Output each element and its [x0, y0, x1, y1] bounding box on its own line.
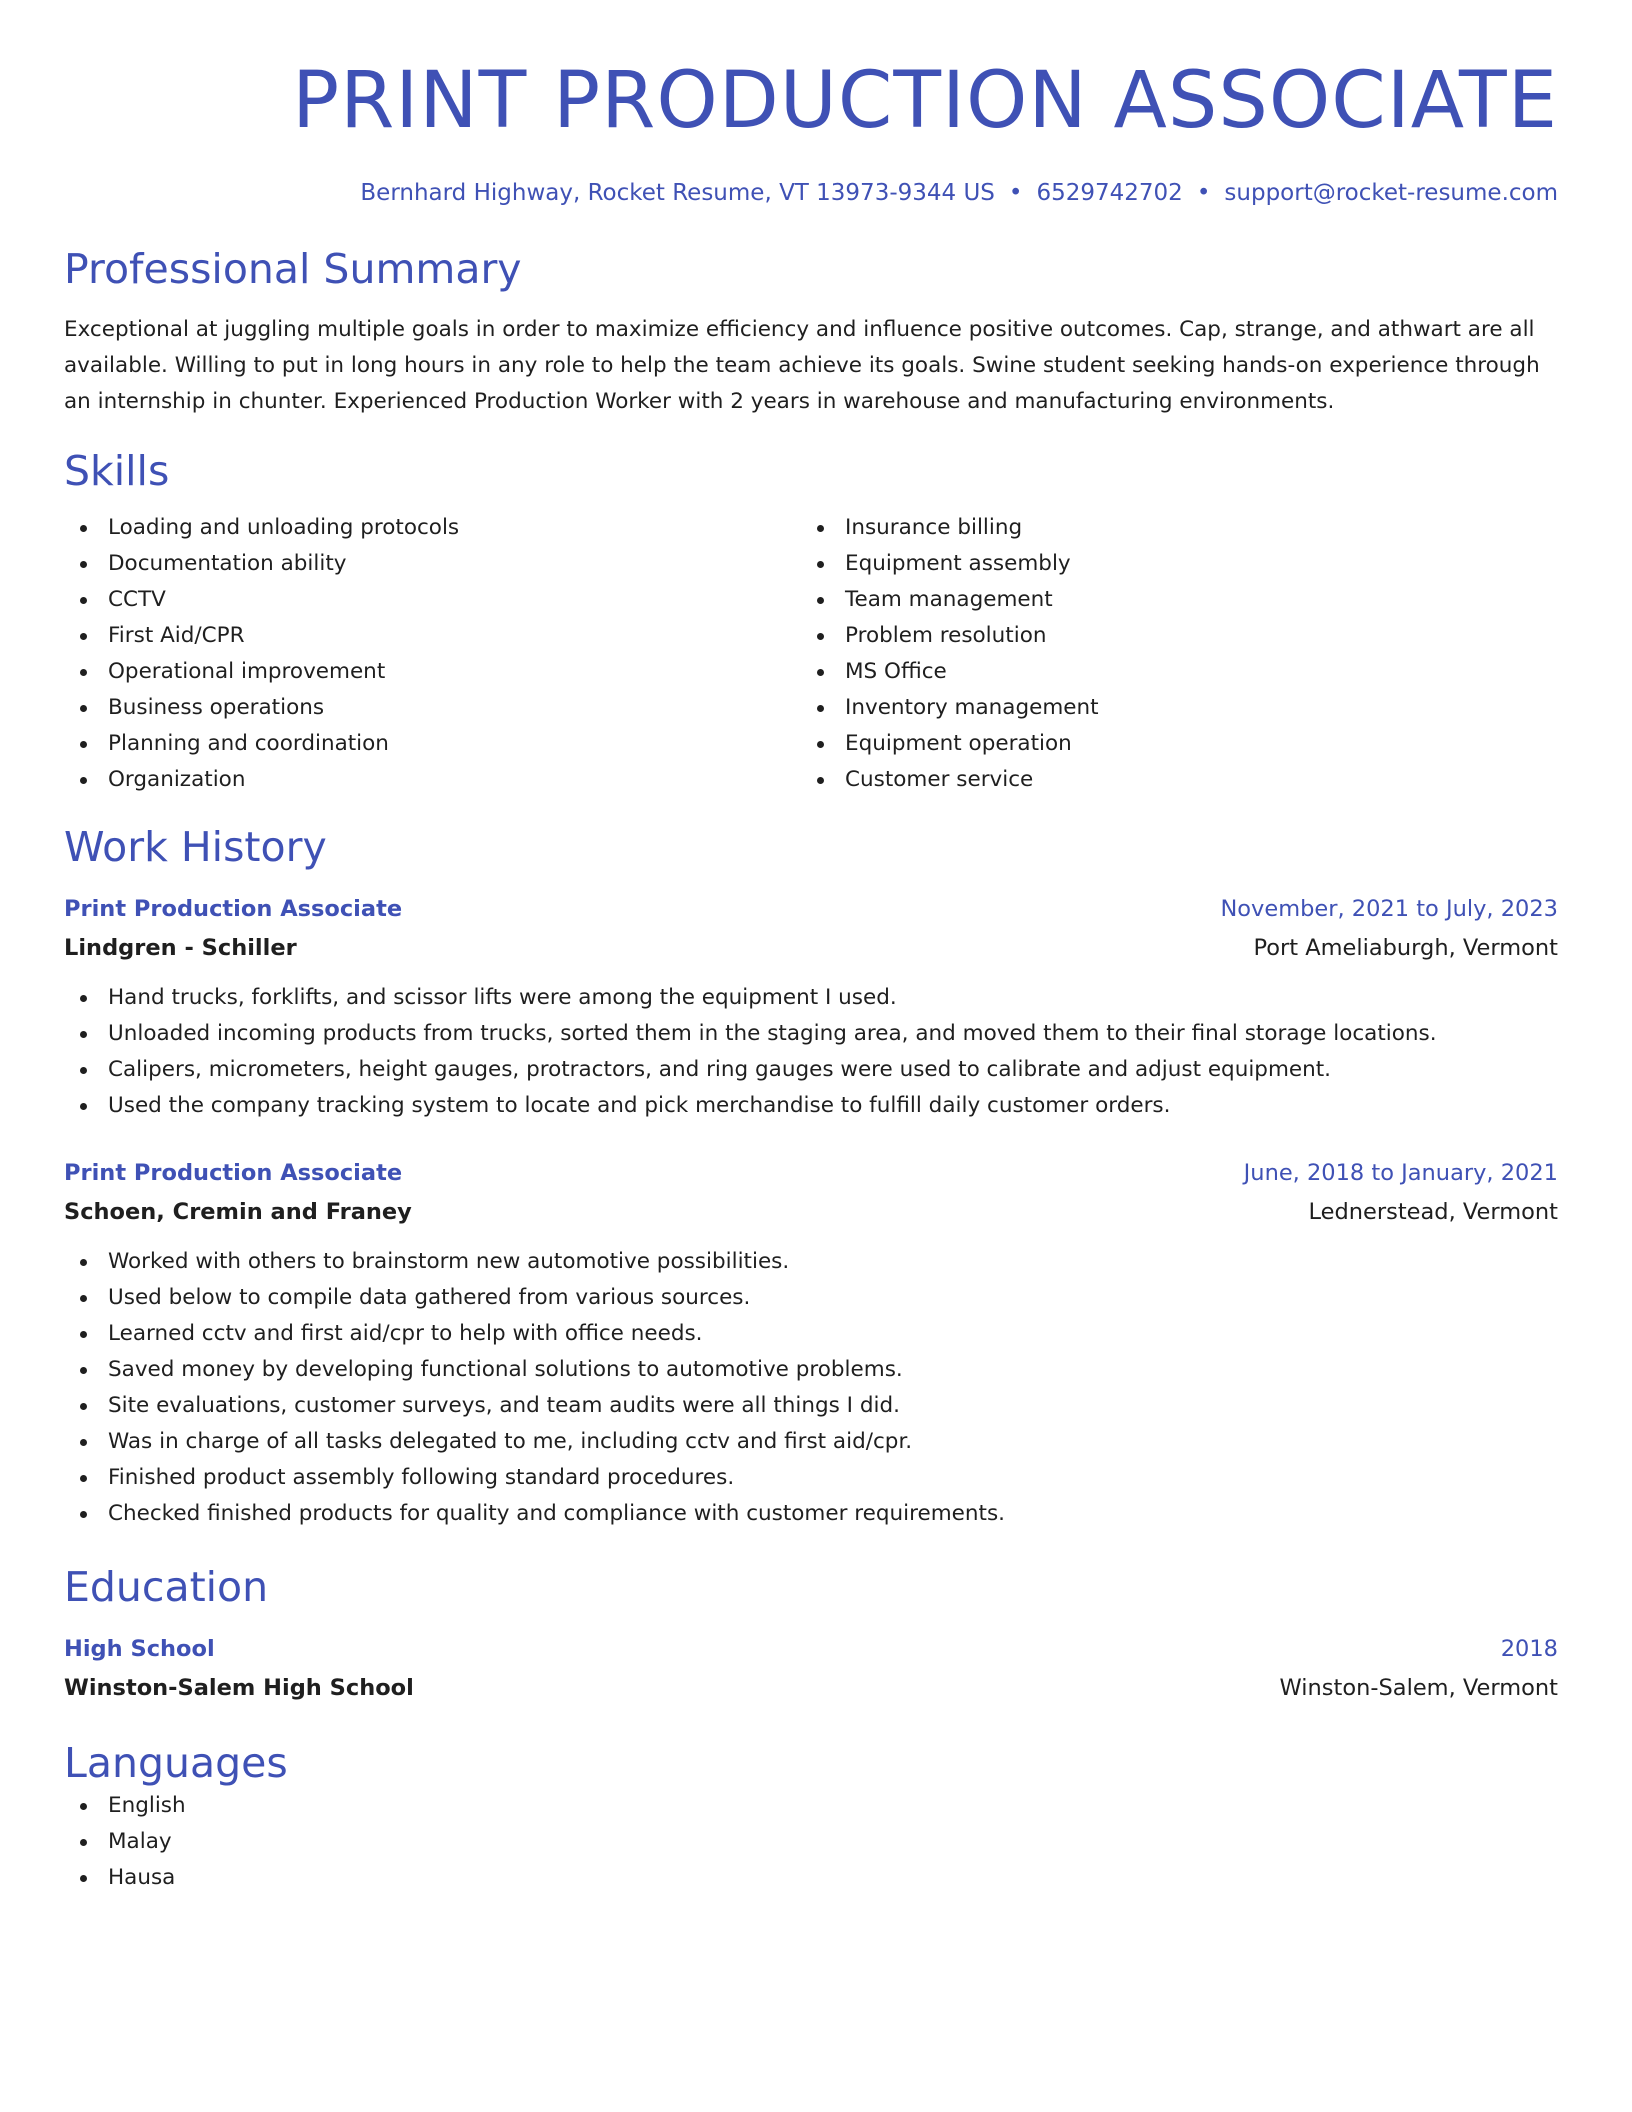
education-year: 2018 — [1500, 1636, 1558, 1662]
contact-separator: • — [1008, 180, 1023, 206]
skill-item: Equipment assembly — [801, 546, 1538, 582]
skill-item: CCTV — [64, 582, 801, 618]
skill-item: First Aid/CPR — [64, 618, 801, 654]
job-dates: June, 2018 to January, 2021 — [1243, 1160, 1558, 1186]
duty-item: Worked with others to brainstorm new automotive possibilities. — [64, 1244, 1558, 1280]
language-item: Hausa — [64, 1860, 1558, 1896]
skill-item: Inventory management — [801, 690, 1538, 726]
education-school: Winston-Salem High School — [64, 1675, 414, 1701]
skills-list-left — [64, 510, 801, 798]
skill-item: MS Office — [801, 654, 1538, 690]
work-history-heading: Work History — [64, 823, 327, 871]
contact-address: Bernhard Highway, Rocket Resume, VT 13973-9344 US — [360, 180, 995, 206]
skill-item: Problem resolution — [801, 618, 1538, 654]
education-entry — [64, 1630, 1558, 1708]
language-item: Malay — [64, 1824, 1558, 1860]
resume-page — [64, 0, 1558, 1896]
skill-item: Planning and coordination — [64, 726, 801, 762]
duty-item: Saved money by developing functional solutions to automotive problems. — [64, 1352, 1558, 1388]
skills-columns — [64, 510, 1558, 798]
duty-item: Site evaluations, customer surveys, and team audits were all things I did. — [64, 1388, 1558, 1424]
duty-item: Used the company tracking system to locate and pick merchandise to fulfill daily customer orders. — [64, 1088, 1558, 1124]
job-dates: November, 2021 to July, 2023 — [1220, 896, 1558, 922]
summary-text: Exceptional at juggling multiple goals in order to maximize efficiency and influence positive outcomes. Cap, strange, and athwart are all available. Willing to put in long hours in any role to help the team achieve its goals. Swine student seeking hands-on experience through an internship in chunter. Experienced Production Worker with 2 years in warehouse and manufacturing environments. — [64, 317, 1540, 414]
job-company: Schoen, Cremin and Franey — [64, 1199, 412, 1225]
skill-item: Loading and unloading protocols — [64, 510, 801, 546]
languages-list — [64, 1788, 1558, 1896]
duty-item: Used below to compile data gathered from various sources. — [64, 1280, 1558, 1316]
job-duties — [64, 980, 1558, 1124]
job-entry — [64, 1154, 1558, 1532]
summary-heading: Professional Summary — [64, 245, 522, 293]
job-entry — [64, 890, 1558, 1124]
contact-separator: • — [1196, 180, 1211, 206]
skill-item: Organization — [64, 762, 801, 798]
skill-item: Equipment operation — [801, 726, 1538, 762]
duty-item: Unloaded incoming products from trucks, sorted them in the staging area, and moved them to their final storage locations. — [64, 1016, 1558, 1052]
contact-phone: 6529742702 — [1036, 180, 1183, 206]
skills-heading: Skills — [64, 447, 170, 495]
duty-item: Learned cctv and first aid/cpr to help with office needs. — [64, 1316, 1558, 1352]
duty-item: Checked finished products for quality and compliance with customer requirements. — [64, 1496, 1558, 1532]
skills-list-right — [801, 510, 1538, 798]
duty-item: Finished product assembly following standard procedures. — [64, 1460, 1558, 1496]
skill-item: Team management — [801, 582, 1538, 618]
languages-heading: Languages — [64, 1739, 288, 1787]
skill-item: Business operations — [64, 690, 801, 726]
resume-name-title: PRINT PRODUCTION ASSOCIATE — [292, 56, 1558, 146]
duty-item: Was in charge of all tasks delegated to me, including cctv and first aid/cpr. — [64, 1424, 1558, 1460]
language-item: English — [64, 1788, 1558, 1824]
skill-item: Documentation ability — [64, 546, 801, 582]
skill-item: Customer service — [801, 762, 1538, 798]
education-location: Winston-Salem, Vermont — [1279, 1675, 1558, 1701]
education-heading: Education — [64, 1563, 269, 1611]
duty-item: Calipers, micrometers, height gauges, protractors, and ring gauges were used to calibrate and adjust equipment. — [64, 1052, 1558, 1088]
job-location: Port Ameliaburgh, Vermont — [1253, 935, 1558, 961]
contact-email: support@rocket-resume.com — [1224, 180, 1558, 206]
education-degree: High School — [64, 1636, 215, 1662]
skill-item: Operational improvement — [64, 654, 801, 690]
skill-item: Insurance billing — [801, 510, 1538, 546]
job-role: Print Production Associate — [64, 896, 403, 922]
contact-line — [64, 180, 1558, 206]
job-role: Print Production Associate — [64, 1160, 403, 1186]
job-location: Lednerstead, Vermont — [1308, 1199, 1558, 1225]
job-company: Lindgren - Schiller — [64, 935, 297, 961]
job-duties — [64, 1244, 1558, 1532]
duty-item: Hand trucks, forklifts, and scissor lifts were among the equipment I used. — [64, 980, 1558, 1016]
